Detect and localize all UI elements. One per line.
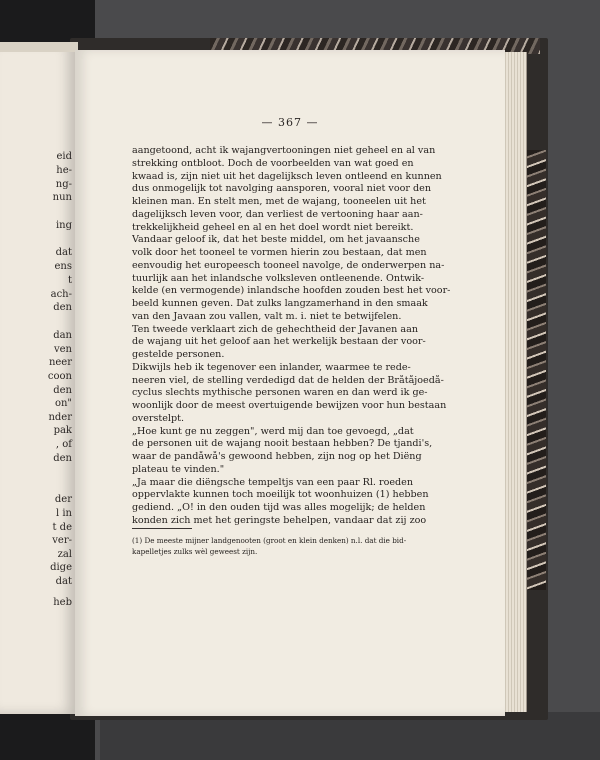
text-line: Ten tweede verklaart zich de gehechtheid der Javanen aan: [132, 323, 418, 335]
text-line: strekking ontbloot. Doch de voorbeelden van wat goed en: [132, 157, 414, 169]
text-line: cyclus slechts mythische personen waren en dan werd ik ge-: [132, 387, 428, 399]
text-line: gediend. „O! in den ouden tijd was alles mogelijk; de helden: [132, 502, 426, 513]
text-line: overstelpt.: [132, 412, 185, 424]
left-fragment: den: [53, 302, 72, 313]
text-line: de wajang uit het geloof aan het werkelijk bestaan der voor-: [132, 336, 426, 348]
text-line: oppervlakte kunnen toch moeilijk tot woonhuizen (1) hebben: [132, 489, 429, 501]
text-line: „Ja maar die diëngsche tempeltjs van een paar Rl. roeden: [132, 476, 414, 488]
left-fragment: t: [67, 275, 72, 286]
left-fragment: heb: [53, 597, 72, 608]
text-line: kelde (en vermogende) inlandsche hoofden zouden best het voor-: [132, 285, 451, 297]
text-line: konden zich met het geringste behelpen, vandaar dat zij zoo: [132, 514, 427, 526]
left-fragment: dat: [55, 247, 72, 258]
text-line: dagelijksch leven voor, dan verliest de vertooning haar aan-: [132, 208, 423, 220]
left-fragment: dan: [53, 330, 72, 341]
left-page: [0, 42, 78, 714]
text-line: van den Javaan zou vallen, valt m. i. niet te betwijfelen.: [132, 310, 402, 322]
left-fragment: zal: [57, 549, 72, 560]
text-line: aangetoond, acht ik wajangvertooningen niet geheel en al van: [132, 145, 436, 156]
footnote-line: (1) De meeste mijner landgenooten (groot en klein denken) n.l. dat die bid-: [132, 536, 407, 545]
text-line: gestelde personen.: [132, 349, 225, 360]
text-line: eenvoudig het europeesch tooneel navolge, de onderwerpen na-: [132, 259, 445, 271]
left-fragment: eid: [56, 151, 72, 162]
left-fragment: nun: [52, 192, 72, 203]
left-fragment: t de: [52, 522, 72, 533]
left-fragment: dat: [55, 576, 72, 587]
left-fragment: ach-: [50, 289, 72, 300]
footnote-line: kapelletjes zulks wèl geweest zijn.: [132, 547, 258, 556]
left-page-edge: [0, 42, 78, 52]
text-line: „Hoe kunt ge nu zeggen", werd mij dan toe gevoegd, „dat: [132, 425, 414, 437]
left-fragment: ng-: [55, 179, 72, 190]
body-text: [132, 145, 468, 528]
left-fragment: ver-: [52, 535, 72, 546]
left-fragment: ens: [54, 261, 72, 272]
text-line: dus onmogelijk tot navolging aansporen, vooral niet voor den: [132, 183, 432, 195]
left-fragment: on": [54, 398, 72, 409]
text-line: plateau te vinden.": [132, 463, 225, 475]
text-line: kwaad is, zijn niet uit het dagelijksch leven ontleend en kunnen: [132, 170, 442, 182]
left-fragment: , of: [55, 439, 72, 450]
left-fragment: l in: [55, 508, 72, 519]
left-fragment: neer: [48, 357, 72, 368]
footnote: [132, 535, 468, 557]
page-number: — 367 —: [261, 116, 319, 129]
left-fragment: den: [53, 385, 72, 396]
text-line: volk door het tooneel te vormen hierin zou bestaan, dat men: [132, 247, 427, 258]
text-line: waar de pandåwå's gewoond hebben, zijn nog op het Diëng: [132, 451, 422, 462]
right-page: [75, 50, 505, 716]
text-line: de personen uit de wajang nooit bestaan hebben? De tjandi's,: [132, 438, 433, 450]
left-fragment: ing: [55, 220, 72, 231]
text-line: woonlijk door de meest overtuigende bewijzen voor hun bestaan: [132, 400, 447, 411]
footnote-divider: [132, 528, 192, 529]
left-fragment: der: [54, 494, 72, 505]
left-fragment: he-: [56, 165, 72, 176]
left-fragment: pak: [53, 425, 72, 436]
text-line: beeld kunnen geven. Dat zulks langzamerhand in den smaak: [132, 298, 428, 309]
text-line: Dikwijls heb ik tegenover een inlander, waarmee te rede-: [132, 361, 411, 373]
left-fragment: coon: [47, 371, 72, 382]
left-fragment: dige: [50, 562, 72, 573]
left-fragment: nder: [48, 412, 72, 423]
text-line: kleinen man. En stelt men, met de wajang, tooneelen uit het: [132, 196, 426, 207]
text-line: tuurlijk aan het inlandsche volksleven ontleenende. Ontwik-: [132, 272, 425, 284]
marbled-cover-edge: [524, 150, 546, 590]
text-line: trekkelijkheid geheel en al en het doel wordt niet bereikt.: [132, 221, 414, 233]
text-line: Vandaar geloof ik, dat het beste middel, om het javaansche: [132, 234, 420, 246]
left-fragment: den: [53, 453, 72, 464]
left-fragment: ven: [53, 344, 72, 355]
text-line: neeren viel, de stelling verdedigd dat de helden der Bråtåjoedå-: [132, 374, 444, 386]
